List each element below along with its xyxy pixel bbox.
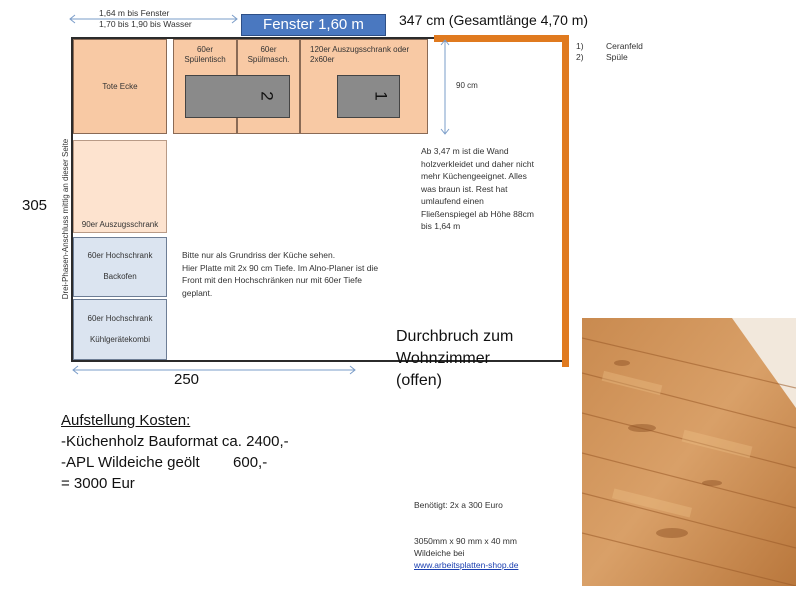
cabinet-hochschrank-kuehl [73, 299, 167, 360]
auszug-90-label: 90er Auszugsschrank [81, 220, 159, 229]
legend-item-2: 2) Spüle [576, 52, 628, 62]
bottom-dimension-arrow [70, 364, 358, 376]
cost-summary [61, 410, 289, 494]
cost-line-1: -Küchenholz Bauformat ca. 2400,- [61, 433, 289, 450]
top-dimension-arrow [66, 12, 241, 26]
depth-dimension-arrow [439, 38, 451, 136]
cost-heading: Aufstellung Kosten: [61, 412, 191, 429]
auszug-120-label: 120er Auszugsschrank oder 2x60er [310, 45, 410, 64]
bottom-dimension: 250 [174, 371, 200, 388]
wall-note: Ab 3,47 m ist die Wand holzverkleidet und daher nicht mehr Küchengeeignet. Alles was braun ist. Rest hat umlaufend einen Fließenspiegel ab Höhe 88cm bis 1,64 m [421, 146, 534, 231]
needed-line-3: Wildeiche bei [414, 548, 465, 558]
spuelentisch-label: 60er Spülentisch [184, 45, 226, 64]
needed-note [414, 499, 518, 571]
wood-wall-right [562, 35, 569, 367]
depth-label: 90 cm [456, 81, 478, 90]
floorplan-note: Bitte nur als Grundriss der Küche sehen. Hier Platte mit 2x 90 cm Tiefe. Im Alno-Planer ist die Front mit den Hochschränken nur mit 60er Tiefe geplant. [182, 250, 379, 298]
shop-link[interactable]: www.arbeitsplatten-shop.de [414, 560, 519, 570]
cost-total: = 3000 Eur [61, 475, 135, 492]
oak-worktop-photo [582, 318, 796, 586]
cabinet-tote-ecke [73, 39, 167, 134]
total-length-label: 347 cm (Gesamtlänge 4,70 m) [399, 12, 589, 28]
cabinet-auszug-90 [73, 140, 167, 233]
cooktop-number: 1 [371, 91, 391, 101]
hochschrank-backofen-label: 60er Hochschrank Backofen [87, 251, 153, 281]
tote-ecke-label: Tote Ecke [102, 82, 138, 91]
cost-line-2: -APL Wildeiche geölt 600,- [61, 454, 268, 471]
side-label: Drei-Phasen-Anschluss mittig an dieser Seite [61, 138, 70, 300]
needed-line-2: 3050mm x 90 mm x 40 mm [414, 536, 517, 546]
window-label: Fenster 1,60 m [263, 16, 364, 33]
sink-number: 2 [257, 91, 277, 101]
legend-item-1: 1) Ceranfeld [576, 41, 643, 51]
left-dimension: 305 [22, 197, 48, 214]
needed-line-1: Benötigt: 2x a 300 Euro [414, 500, 503, 510]
window-distance-line2: 1,70 bis 1,90 bis Wasser [99, 19, 192, 29]
spuelmasch-label: 60er Spülmasch. [247, 45, 290, 64]
hochschrank-kuehl-label: 60er Hochschrank Kühlgerätekombi [87, 314, 153, 344]
window-label-box [241, 14, 386, 36]
wood-wall-top [434, 35, 568, 42]
legend [576, 41, 643, 63]
window-distance-line1: 1,64 m bis Fenster [99, 8, 170, 18]
cabinet-hochschrank-backofen [73, 237, 167, 297]
opening-note: Durchbruch zum Wohnzimmer (offen) [396, 328, 514, 389]
